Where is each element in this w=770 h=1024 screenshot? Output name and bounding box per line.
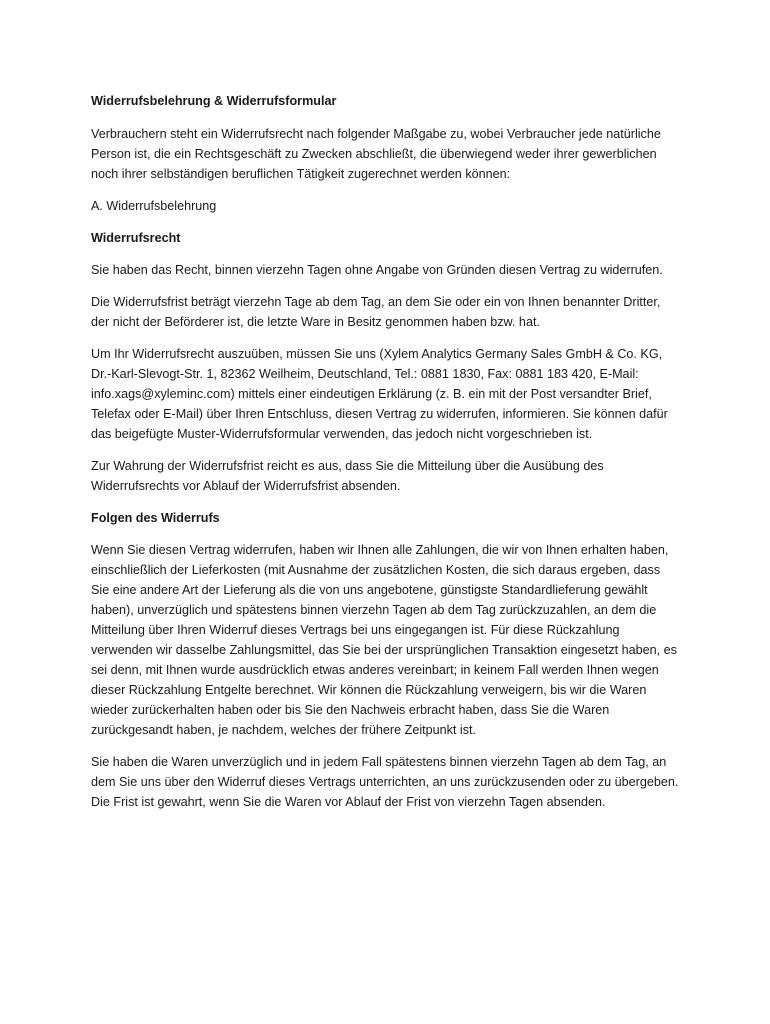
- ruecksendung-paragraph: Sie haben die Waren unverzüglich und in jedem Fall spätestens binnen vierzehn Tagen ab dem Tag, an dem Sie uns über den Widerruf dieses Vertrags unterrichten, an uns zurückzusenden oder zu übergeben. Die Frist ist gewahrt, wenn Sie die Waren vor Ablauf der Frist von vierzehn Tagen absenden.: [91, 755, 679, 809]
- document-title: Widerrufsbelehrung & Widerrufsformular: [91, 94, 337, 108]
- intro-paragraph: Verbrauchern steht ein Widerrufsrecht nach folgender Maßgabe zu, wobei Verbraucher jede natürliche Person ist, die ein Rechtsgeschäft zu Zwecken abschließt, die überwiegend weder ihrer gewerblichen noch ihrer selbständigen beruflichen Tätigkeit zugerechnet werden können:: [91, 127, 661, 181]
- widerrufsfrist-paragraph: Die Widerrufsfrist beträgt vierzehn Tage ab dem Tag, an dem Sie oder ein von Ihnen benannter Dritter, der nicht der Beförderer ist, die letzte Ware in Besitz genommen haben bzw. hat.: [91, 295, 661, 329]
- widerruf-ausueben-paragraph: Um Ihr Widerrufsrecht auszuüben, müssen Sie uns (Xylem Analytics Germany Sales GmbH & Co. KG, Dr.-Karl-Slevogt-Str. 1, 82362 Weilheim, Deutschland, Tel.: 0881 1830, Fax: 0881 183 420, E-Mail: info.xags@xyleminc.com) mittels einer eindeutigen Erklärung (z. B. ein mit der Post versandter Brief, Telefax oder E-Mail) über Ihren Entschluss, diesen Vertrag zu widerrufen, informieren. Sie können dafür das beigefügte Muster-Widerrufsformular verwenden, das jedoch nicht vorgeschrieben ist.: [91, 347, 668, 441]
- section-a-label: A. Widerrufsbelehrung: [91, 199, 217, 213]
- rueckzahlung-paragraph: Wenn Sie diesen Vertrag widerrufen, haben wir Ihnen alle Zahlungen, die wir von Ihnen erhalten haben, einschließlich der Lieferkosten (mit Ausnahme der zusätzlichen Kosten, die sich daraus ergeben, dass Sie eine andere Art der Lieferung als die von uns angebotene, günstigste Standardlieferung gewählt haben), unverzüglich und spätestens binnen vierzehn Tagen ab dem Tag zurückzuzahlen, an dem die Mitteilung über Ihren Widerruf dieses Vertrags bei uns eingegangen ist. Für diese Rückzahlung verwenden wir dasselbe Zahlungsmittel, das Sie bei der ursprünglichen Transaktion eingesetzt haben, es sei denn, mit Ihnen wurde ausdrücklich etwas anderes vereinbart; in keinem Fall werden Ihnen wegen dieser Rückzahlung Entgelte berechnet. Wir können die Rückzahlung verweigern, bis wir die Waren wieder zurückerhalten haben oder bis Sie den Nachweis erbracht haben, dass Sie die Waren zurückgesandt haben, je nachdem, welches der frühere Zeitpunkt ist.: [91, 543, 677, 737]
- document-page: [91, 91, 681, 824]
- folgen-heading: Folgen des Widerrufs: [91, 511, 220, 525]
- fristwahrung-paragraph: Zur Wahrung der Widerrufsfrist reicht es aus, dass Sie die Mitteilung über die Ausübung des Widerrufsrechts vor Ablauf der Widerrufsfrist absenden.: [91, 459, 604, 493]
- widerrufsrecht-paragraph: Sie haben das Recht, binnen vierzehn Tagen ohne Angabe von Gründen diesen Vertrag zu widerrufen.: [91, 263, 663, 277]
- widerrufsrecht-heading: Widerrufsrecht: [91, 231, 181, 245]
